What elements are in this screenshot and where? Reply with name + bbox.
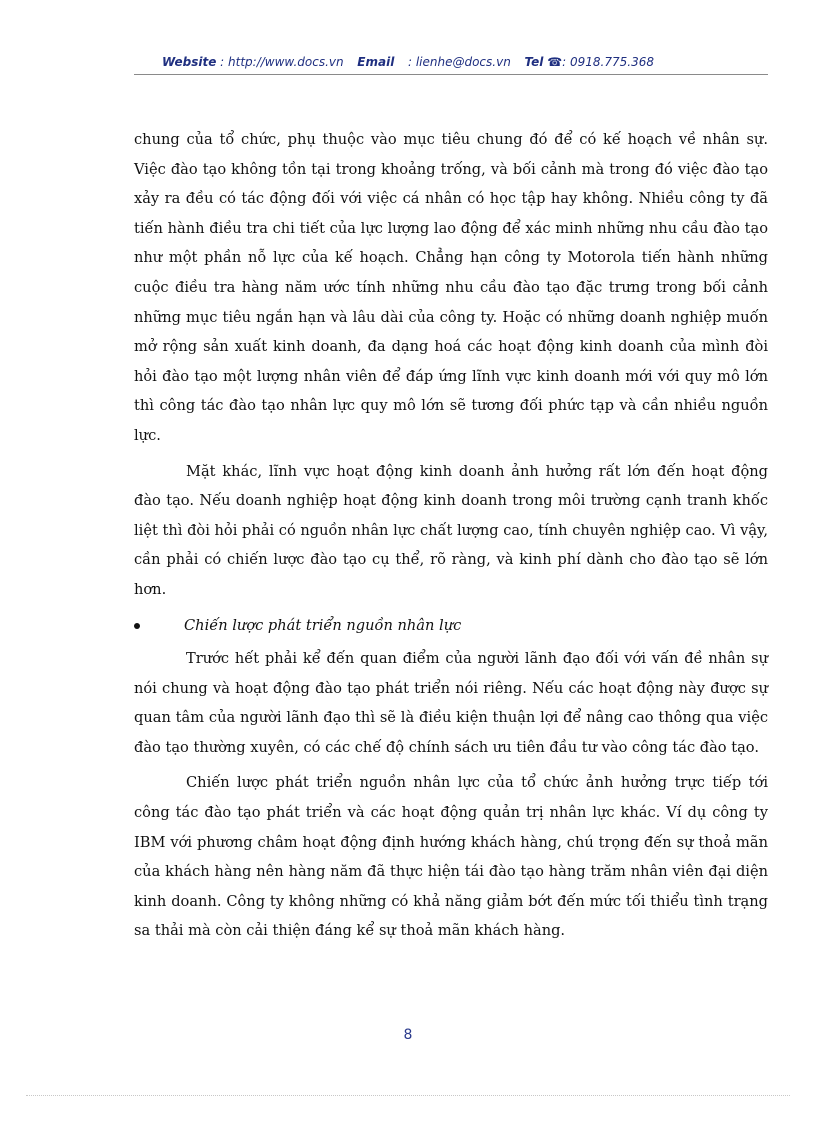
page-number: 8 [403,1027,413,1043]
website-label: Website [162,55,217,69]
email-label: Email [357,55,395,69]
paragraph-2: Mặt khác, lĩnh vực hoạt động kinh doanh ảnh hưởng rất lớn đến hoạt động đào tạo. Nếu doanh nghiệp hoạt động kinh doanh trong môi trường cạnh tranh khốc liệt thì đòi hỏi phải có nguồn nhân lực chất lượng cao, tính chuyên nghiệp cao. Vì vậy, cần phải có chiến lược đào tạo cụ thể, rõ ràng, và kinh phí dành cho đào tạo sẽ lớn hơn. [134,462,768,598]
bullet-heading [134,611,768,641]
phone-icon: ☎ [547,55,563,69]
page-header [0,55,816,69]
paragraph-3: Trước hết phải kể đến quan điểm của người lãnh đạo đối với vấn đề nhân sự nói chung và hoạt động đào tạo phát triển nói riêng. Nếu các hoạt động này được sự quan tâm của người lãnh đạo thì sẽ là điều kiện thuận lợi để nâng cao thông qua việc đào tạo thường xuyên, có các chế độ chính sách ưu tiên đầu tư vào công tác đào tạo. [134,650,768,756]
document-body [134,125,768,952]
paragraph-4: Chiến lược phát triển nguồn nhân lực của tổ chức ảnh hưởng trực tiếp tới công tác đào tạo phát triển và các hoạt động quản trị nhân lực khác. Ví dụ công ty IBM với phương châm hoạt động định hướng khách hàng, chú trọng đến sự thoả mãn của khách hàng nên hàng năm đã thực hiện tái đào tạo hàng trăm nhân viên đại diện kinh doanh. Công ty không những có khả năng giảm bớt đến mức tối thiểu tình trạng sa thải mà còn cải thiện đáng kể sự thoả mãn khách hàng. [134,774,768,940]
paragraph-1: chung của tổ chức, phụ thuộc vào mục tiêu chung đó để có kế hoạch về nhân sự. Việc đào tạo không tồn tại trong khoảng trống, và bối cảnh mà trong đó việc đào tạo xảy ra đều có tác động đối với việc cá nhân có học tập hay không. Nhiều công ty đã tiến hành điều tra chi tiết của lực lượng lao động để xác minh những nhu cầu đào tạo như một phần nỗ lực của kế hoạch. Chẳng hạn công ty Motorola tiến hành những cuộc điều tra hàng năm ước tính những nhu cầu đào tạo đặc trưng trong bối cảnh những mục tiêu ngắn hạn và lâu dài của công ty. Hoặc có những doanh nghiệp muốn mở rộng sản xuất kinh doanh, đa dạng hoá các hoạt động kinh doanh của mình đòi hỏi đào tạo một lượng nhân viên để đáp ứng lĩnh vực kinh doanh mới với quy mô lớn thì công tác đào tạo nhân lực quy mô lớn sẽ tương đối phức tạp và cần nhiều nguồn lực. [134,131,768,444]
footer-divider [26,1095,790,1096]
website-value: : http://www.docs.vn [220,55,344,69]
tel-label: Tel [524,55,544,69]
header-divider [134,74,768,75]
bullet-heading-text: Chiến lược phát triển nguồn nhân lực [184,616,462,634]
email-value: : lienhe@docs.vn [407,55,511,69]
tel-value: : 0918.775.368 [562,55,654,69]
bullet-icon [134,623,140,629]
